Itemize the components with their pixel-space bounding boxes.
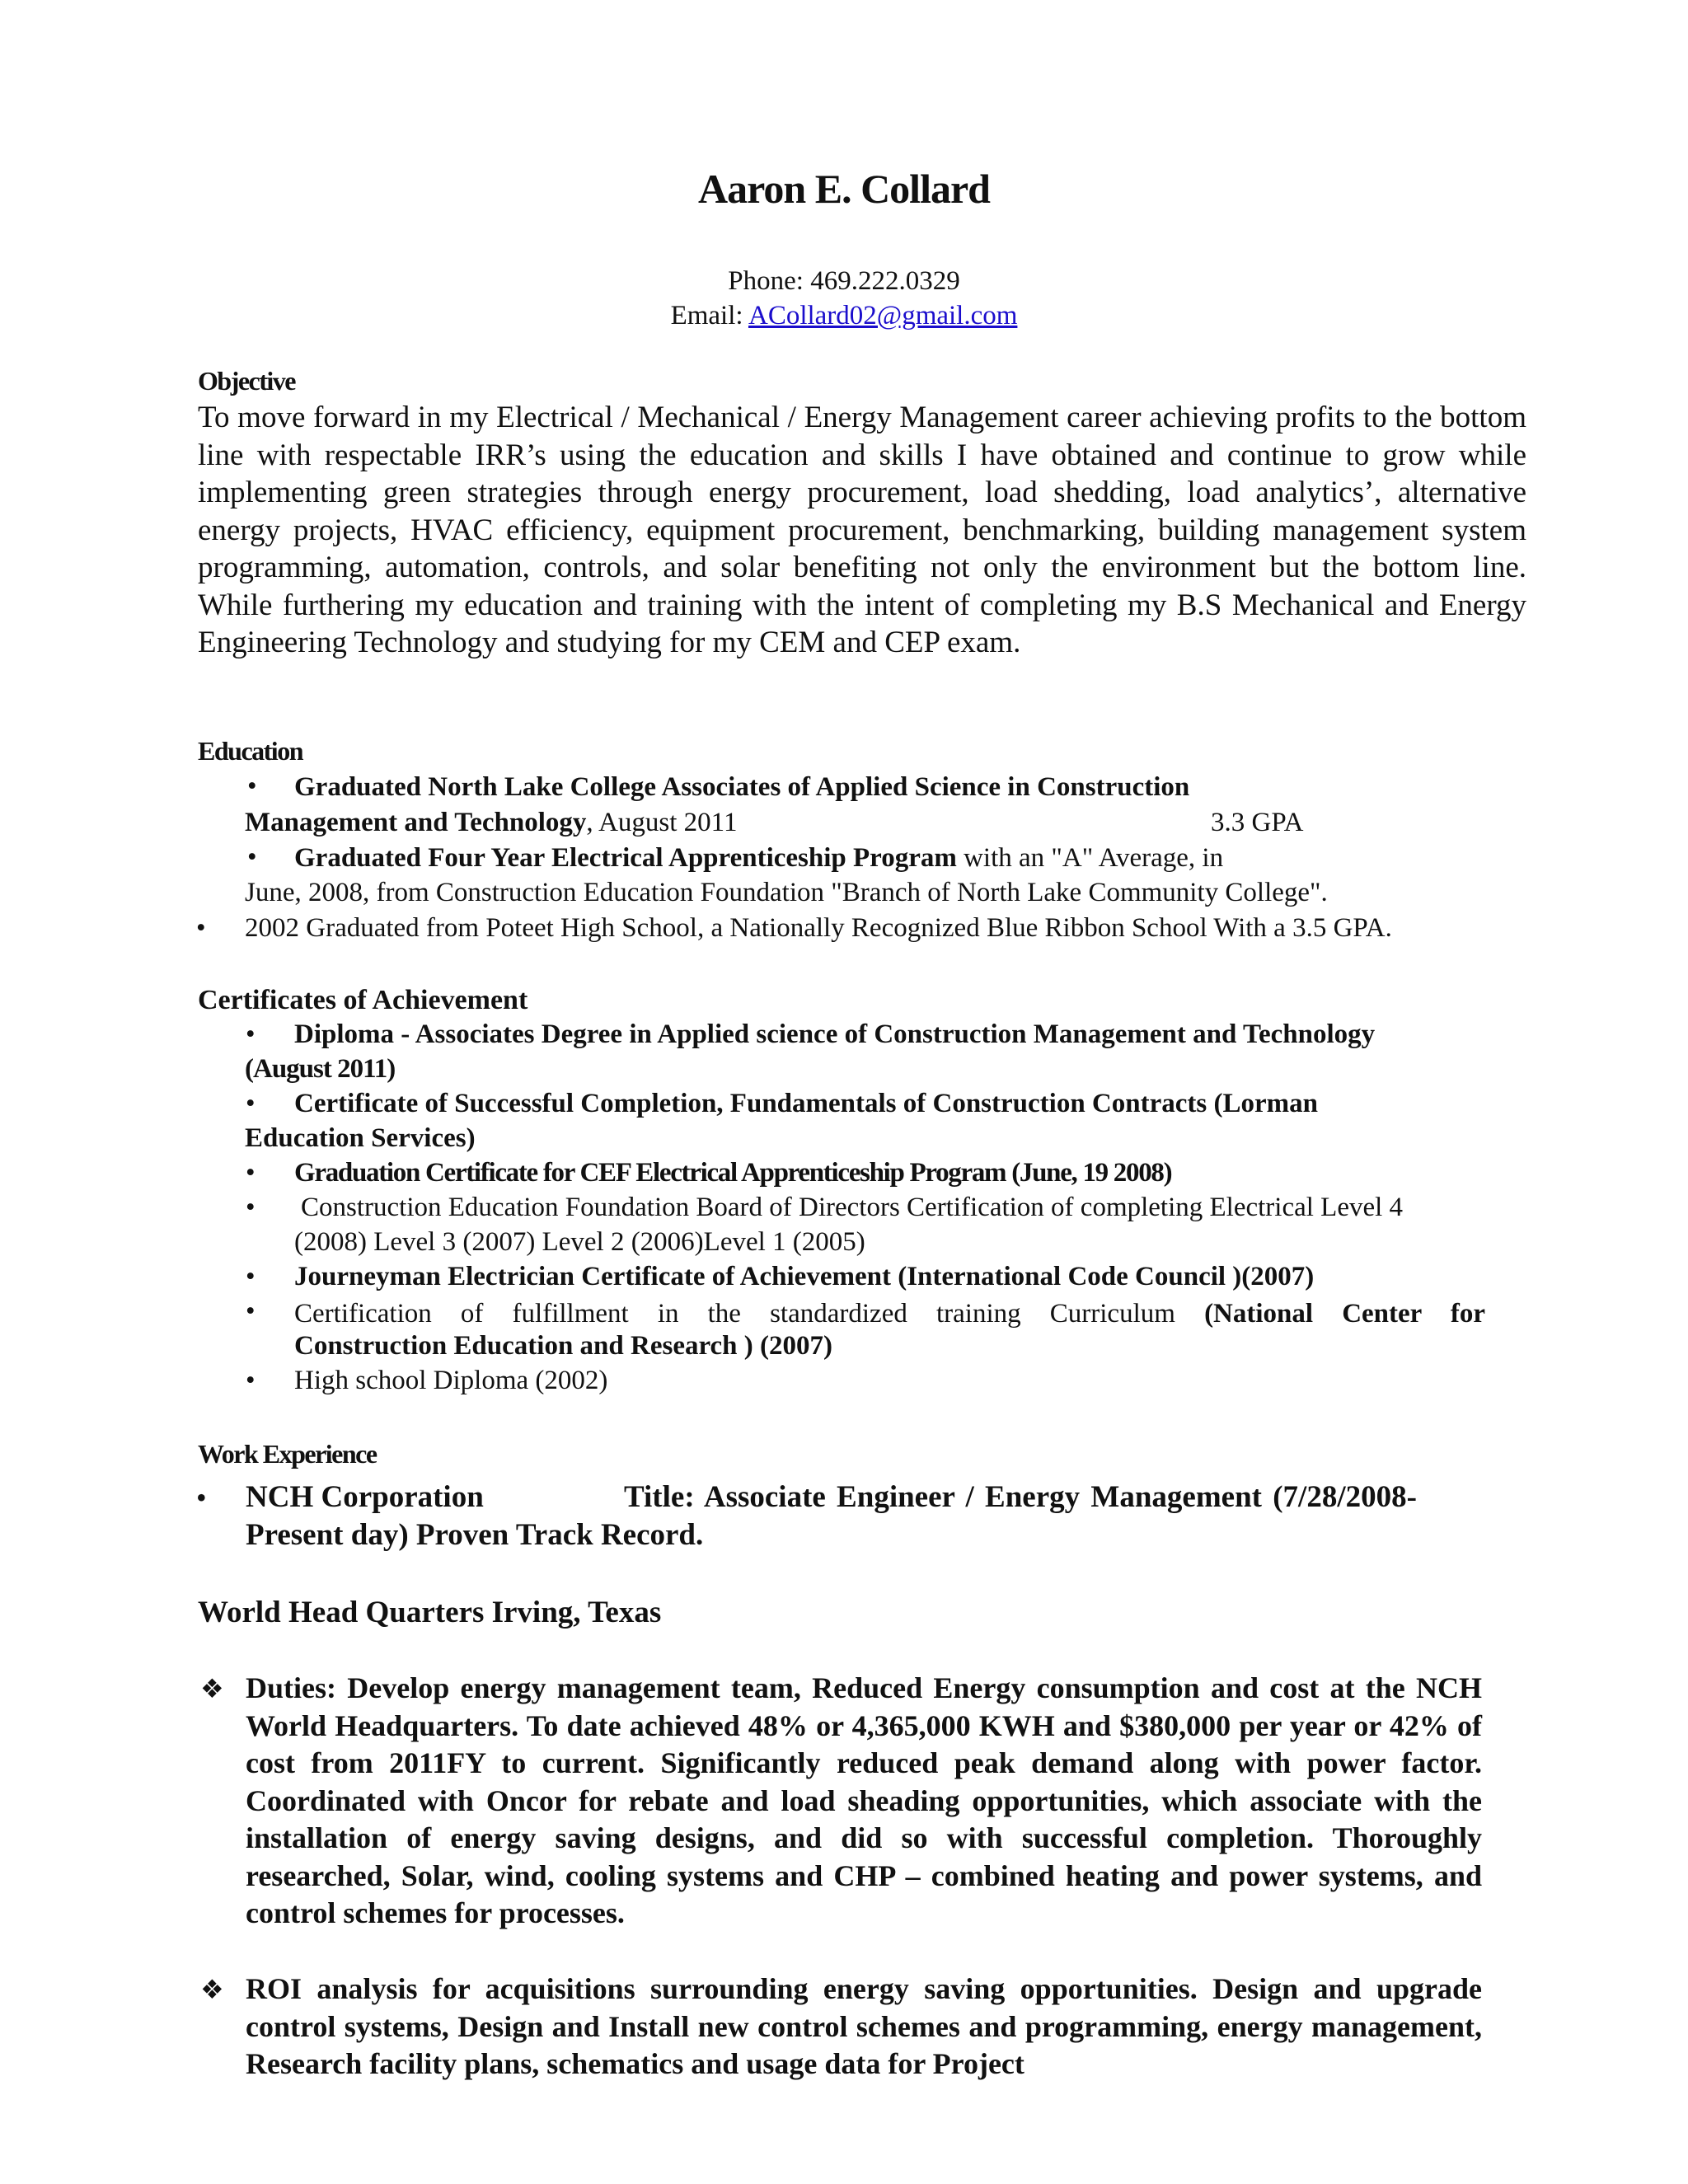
cert-2-line-2: Education Services) [245, 1123, 476, 1153]
cert-6-line-2: Construction Education and Research ) (2007) [294, 1331, 832, 1361]
education-item-2-line-2: June, 2008, from Construction Education Foundation "Branch of North Lake Community College". [245, 878, 1328, 907]
education-item-2-program: Graduated Four Year Electrical Apprenticeship Program [294, 843, 957, 873]
cert-5: Journeyman Electrician Certificate of Achievement (International Code Council )(2007) [294, 1262, 1315, 1291]
work-title-line-1: Title: Associate Engineer / Energy Management (7/28/2008- [624, 1480, 1417, 1514]
work-location: World Head Quarters Irving, Texas [198, 1596, 662, 1629]
education-item-1-line-2 [245, 808, 737, 838]
cert-1-line-2: (August 2011) [245, 1054, 396, 1084]
cert-6-line-1 [294, 1296, 1485, 1331]
education-item-3: 2002 Graduated from Poteet High School, a Nationally Recognized Blue Ribbon School With a 3.5 GPA. [245, 913, 1392, 943]
duties-diamond-2: ❖ [200, 1975, 224, 2004]
certificates-heading: Certificates of Achievement [198, 985, 528, 1015]
work-title-line-2: Present day) Proven Track Record. [246, 1518, 704, 1552]
email-line [0, 301, 1688, 331]
cert-bullet-5: • [246, 1262, 256, 1291]
education-item-2-rest: with an "A" Average, in [956, 843, 1224, 873]
duties-diamond-1: ❖ [200, 1674, 224, 1704]
cert-bullet-3: • [246, 1158, 256, 1188]
education-item-1-program: Management and Technology [245, 808, 587, 837]
phone-number: Phone: 469.222.0329 [728, 266, 960, 296]
work-bullet: • [196, 1481, 207, 1514]
cert-4-line-2: (2008) Level 3 (2007) Level 2 (2006)Level 1 (2005) [294, 1227, 865, 1257]
cert-bullet-2: • [246, 1089, 256, 1118]
cert-3: Graduation Certificate for CEF Electrical Apprenticeship Program (June, 19 2008) [294, 1158, 1172, 1188]
cert-1-line-1: Diploma - Associates Degree in Applied science of Construction Management and Technology [294, 1019, 1376, 1049]
objective-heading: Objective [198, 366, 295, 396]
cert-2-line-1: Certificate of Successful Completion, Fundamentals of Construction Contracts (Lorman [294, 1089, 1318, 1118]
work-company: NCH Corporation [246, 1480, 484, 1514]
cert-7: High school Diploma (2002) [294, 1366, 608, 1395]
duties-paragraph-2: ROI analysis for acquisitions surrounding energy saving opportunities. Design and upgrade control systems, Design and Install new control schemes and programming, energy management, Research facility plans, schematics and usage data for Project [246, 1972, 1482, 2080]
duties-paragraph-1: Duties: Develop energy management team, Reduced Energy consumption and cost at the NCH World Headquarters. To date achieved 48% or 4,365,000 KWH and $380,000 per year or 42% of cost from 2011FY to current. Significantly reduced peak demand along with power factor. Coordinated with Oncor for rebate and load sheading opportunities, which associate with the installation of energy saving designs, and did so with successful completion. Thoroughly researched, Solar, wind, cooling systems and CHP – combined heating and power systems, and control schemes for processes. [246, 1671, 1482, 1929]
education-item-2-line-1 [294, 843, 1223, 874]
education-bullet-1: • [247, 771, 257, 801]
education-item-1-gpa: 3.3 GPA [1211, 808, 1304, 837]
cert-bullet-4: • [246, 1193, 256, 1222]
work-heading: Work Experience [198, 1439, 377, 1469]
cert-6-bold: (National Center for [1204, 1299, 1486, 1329]
email-link[interactable]: ACollard02@gmail.com [748, 301, 1018, 330]
education-bullet-3: • [196, 913, 206, 943]
cert-bullet-7: • [246, 1366, 256, 1395]
cert-bullet-6: • [246, 1296, 256, 1326]
education-heading: Education [198, 736, 302, 766]
education-bullet-2: • [247, 842, 257, 872]
cert-4-line-1: Construction Education Foundation Board of Directors Certification of completing Electrical Level 4 [301, 1193, 1404, 1222]
candidate-name: Aaron E. Collard [698, 166, 990, 212]
objective-text: To move forward in my Electrical / Mechanical / Energy Management career achieving profits to the bottom line with respectable IRR’s using the education and skills I have obtained and continue to grow while implementing green strategies through energy procurement, load shedding, load analytics’, alternative energy projects, HVAC efficiency, equipment procurement, benchmarking, building management system programming, automation, controls, and solar benefiting not only the environment but the bottom line. While furthering my education and training with the intent of completing my B.S Mechanical and Energy Engineering Technology and studying for my CEM and CEP exam. [198, 401, 1526, 659]
education-item-1-line-1: Graduated North Lake College Associates of Applied Science in Construction [294, 772, 1190, 802]
education-item-1-date: , August 2011 [586, 808, 738, 837]
cert-6-plain: Certification of fulfillment in the standardized training Curriculum [294, 1299, 1205, 1329]
cert-bullet-1: • [246, 1019, 256, 1049]
email-label: Email: [670, 301, 748, 330]
